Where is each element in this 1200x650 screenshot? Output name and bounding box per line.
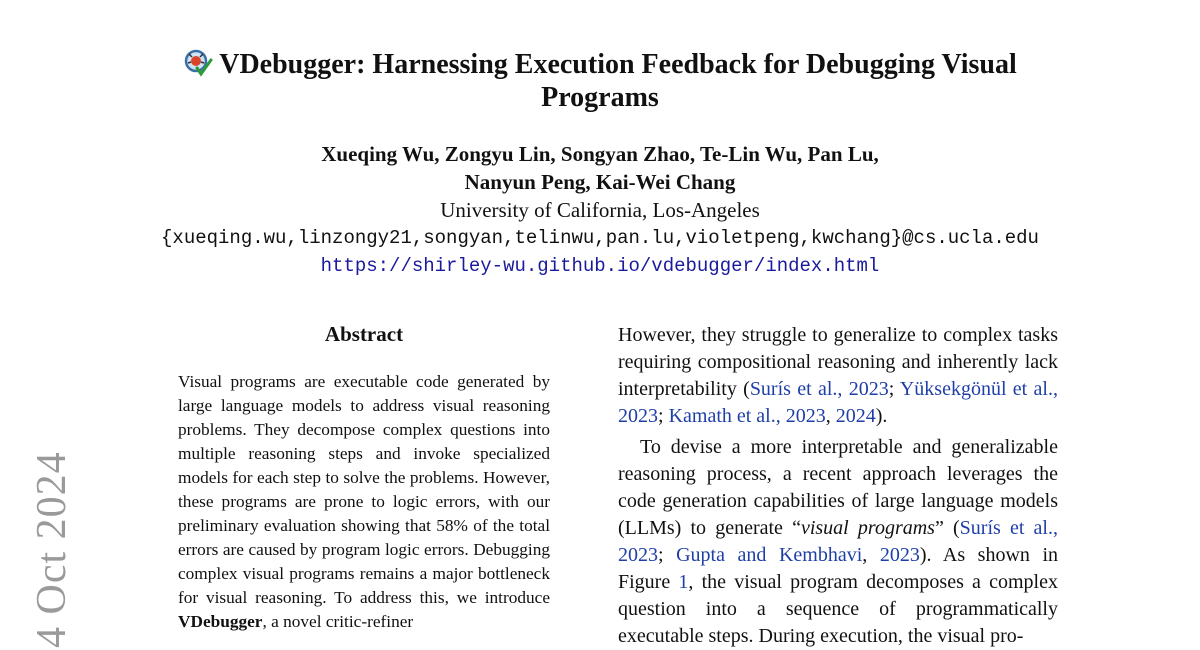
- intro-p2-text: ). As shown in Figure: [618, 544, 1058, 593]
- citation-link[interactable]: 2023: [879, 544, 920, 566]
- citation-separator: ,: [862, 544, 880, 566]
- intro-p2-text: To devise a more interpretable and generalizable reasoning process, a recent approach leverages the code generation capabilities of large language models (LLMs) to generate “: [618, 436, 1058, 539]
- citation-link[interactable]: Surís et al., 2023: [749, 378, 889, 400]
- project-url-link[interactable]: https://shirley-wu.github.io/vdebugger/index.html: [320, 255, 880, 277]
- affiliation: University of California, Los-Angeles: [440, 198, 760, 222]
- paper-title: [160, 48, 1040, 114]
- citation-separator: ;: [658, 405, 669, 427]
- arxiv-date: 4 Oct 2024: [29, 451, 75, 648]
- intro-paragraph-2: [618, 434, 1058, 650]
- citation-separator: ;: [658, 544, 677, 566]
- author-names-line2: Nanyun Peng, Kai-Wei Chang: [464, 170, 736, 194]
- author-names-line1: Xueqing Wu, Zongyu Lin, Songyan Zhao, Te-Lin Wu, Pan Lu,: [321, 142, 879, 166]
- author-emails: {xueqing.wu,linzongy21,songyan,telinwu,pan.lu,violetpeng,kwchang}@cs.ucla.edu: [161, 227, 1039, 249]
- intro-p2-text: ” (: [934, 517, 960, 539]
- citation-separator: ,: [825, 405, 836, 427]
- intro-p1-end: ).: [875, 405, 888, 427]
- bug-magnifier-logo-icon: [183, 48, 213, 78]
- paper-title-text: VDebugger: Harnessing Execution Feedback for Debugging Visual Programs: [219, 49, 1017, 113]
- abstract-body-tail: , a novel critic-refiner: [262, 612, 414, 631]
- author-block: [160, 140, 1040, 280]
- intro-paragraph-1: [618, 322, 1058, 430]
- citation-separator: ;: [888, 378, 900, 400]
- abstract-heading: Abstract: [324, 322, 404, 346]
- intro-p1-text: However, they struggle to generalize to complex tasks requiring compositional reasoning and inherently lack interpretability (: [618, 324, 1058, 400]
- figure-ref-link[interactable]: 1: [678, 571, 689, 593]
- abstract-method-name: VDebugger: [178, 612, 263, 631]
- citation-link[interactable]: Surís et al., 2023: [618, 517, 1058, 566]
- intro-p2-text: , the visual program decomposes a complex question into a sequence of programmatically executable steps. During execution, the visual pro-: [618, 571, 1058, 647]
- arxiv-side-stamp: [28, 451, 76, 648]
- abstract-text: [178, 370, 550, 634]
- citation-link[interactable]: Kamath et al., 2023: [668, 405, 826, 427]
- citation-link[interactable]: Yüksekgönül et al., 2023: [618, 378, 1058, 427]
- paper-title-block: [160, 48, 1040, 114]
- citation-link[interactable]: Gupta and Kembhavi: [676, 544, 863, 566]
- citation-link[interactable]: 2024: [835, 405, 876, 427]
- intro-column: [618, 322, 1058, 650]
- abstract-body: Visual programs are executable code generated by large language models to address visual reasoning problems. They decompose complex questions into multiple reasoning steps and invoke specialized models for each step to solve the problems. However, these programs are prone to logic errors, with our preliminary evaluation showing that 58% of the total errors are caused by program logic errors. Debugging complex visual programs remains a major bottleneck for visual reasoning. To address this, we introduce: [178, 372, 550, 607]
- visual-programs-term: visual programs: [800, 517, 935, 539]
